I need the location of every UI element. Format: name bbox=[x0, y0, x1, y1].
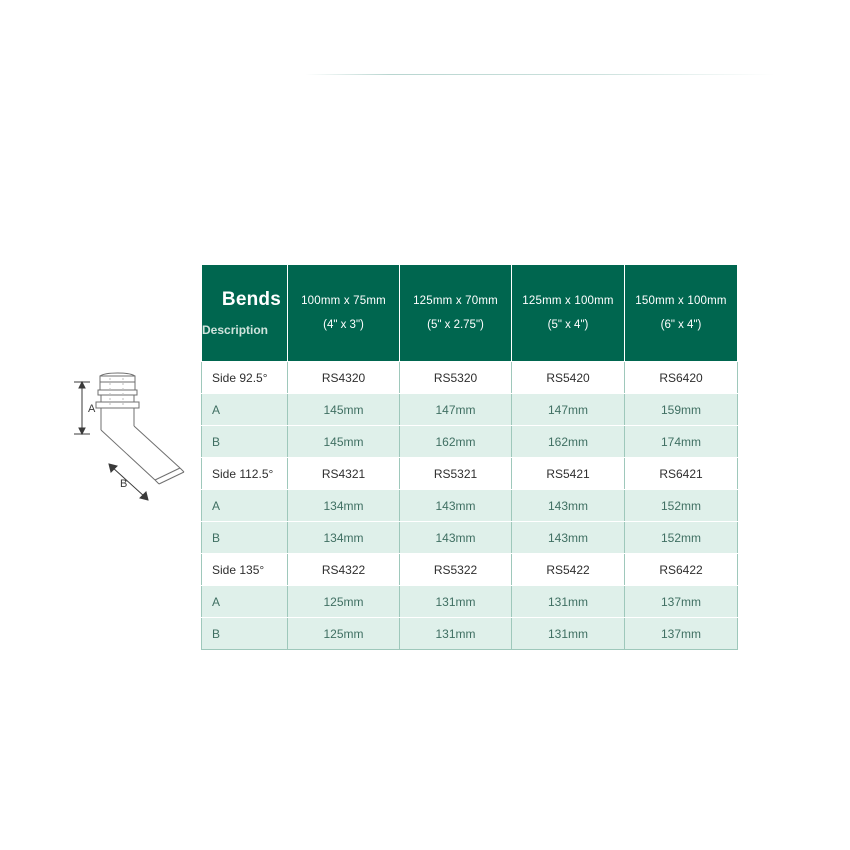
cell: RS5422 bbox=[512, 554, 625, 586]
cell: 145mm bbox=[288, 426, 400, 458]
table-subtitle: Description bbox=[202, 323, 269, 337]
cell: RS5322 bbox=[400, 554, 512, 586]
column-header-1-imperial: (4" x 3") bbox=[323, 319, 364, 331]
row-label: B bbox=[202, 522, 288, 554]
product-diagram bbox=[60, 368, 200, 513]
table-row bbox=[202, 586, 738, 618]
column-header-3-metric: 125mm x 100mm bbox=[522, 295, 614, 307]
cell: 152mm bbox=[625, 490, 738, 522]
cell: RS6421 bbox=[625, 458, 738, 490]
column-header-1 bbox=[288, 265, 400, 362]
bend-line-drawing bbox=[60, 368, 200, 513]
cell: 152mm bbox=[625, 522, 738, 554]
column-header-4-imperial: (6" x 4") bbox=[660, 319, 702, 331]
cell: 134mm bbox=[288, 522, 400, 554]
cell: 162mm bbox=[512, 426, 625, 458]
row-label: B bbox=[202, 426, 288, 458]
table-title-cell bbox=[202, 265, 288, 362]
table-row bbox=[202, 362, 738, 394]
table-row bbox=[202, 458, 738, 490]
cell: 131mm bbox=[512, 618, 625, 650]
cell: 125mm bbox=[288, 618, 400, 650]
cell: RS4320 bbox=[288, 362, 400, 394]
row-label: B bbox=[202, 618, 288, 650]
column-header-2-metric: 125mm x 70mm bbox=[413, 295, 498, 307]
table-row bbox=[202, 522, 738, 554]
cell: 159mm bbox=[625, 394, 738, 426]
diagram-label-b: B bbox=[120, 478, 128, 490]
column-header-4-metric: 150mm x 100mm bbox=[635, 295, 727, 307]
cell: 143mm bbox=[400, 490, 512, 522]
cell: 137mm bbox=[625, 618, 738, 650]
cell: RS5420 bbox=[512, 362, 625, 394]
row-label: Side 112.5° bbox=[202, 458, 288, 490]
cell: RS5320 bbox=[400, 362, 512, 394]
row-label: Side 135° bbox=[202, 554, 288, 586]
cell: 147mm bbox=[512, 394, 625, 426]
cell: RS5321 bbox=[400, 458, 512, 490]
bends-specification-table bbox=[201, 264, 738, 650]
row-label: A bbox=[202, 586, 288, 618]
cell: 134mm bbox=[288, 490, 400, 522]
cell: RS4321 bbox=[288, 458, 400, 490]
column-header-2-imperial: (5" x 2.75") bbox=[427, 319, 484, 331]
column-header-3 bbox=[512, 265, 625, 362]
cell: 131mm bbox=[400, 586, 512, 618]
cell: 131mm bbox=[400, 618, 512, 650]
row-label: Side 92.5° bbox=[202, 362, 288, 394]
cell: 143mm bbox=[400, 522, 512, 554]
table-row bbox=[202, 394, 738, 426]
column-header-2 bbox=[400, 265, 512, 362]
column-header-1-metric: 100mm x 75mm bbox=[301, 295, 386, 307]
table-row bbox=[202, 426, 738, 458]
cell: 137mm bbox=[625, 586, 738, 618]
cell: 174mm bbox=[625, 426, 738, 458]
cell: RS6422 bbox=[625, 554, 738, 586]
cell: 162mm bbox=[400, 426, 512, 458]
column-header-4 bbox=[625, 265, 738, 362]
column-header-3-imperial: (5" x 4") bbox=[547, 319, 589, 331]
decorative-rule bbox=[305, 74, 775, 75]
cell: 131mm bbox=[512, 586, 625, 618]
cell: 125mm bbox=[288, 586, 400, 618]
row-label: A bbox=[202, 394, 288, 426]
table-body bbox=[202, 362, 738, 650]
cell: 145mm bbox=[288, 394, 400, 426]
cell: 147mm bbox=[400, 394, 512, 426]
table-row bbox=[202, 490, 738, 522]
table-row bbox=[202, 554, 738, 586]
page-title: Bends bbox=[221, 289, 281, 310]
row-label: A bbox=[202, 490, 288, 522]
cell: RS4322 bbox=[288, 554, 400, 586]
table-header bbox=[202, 265, 738, 362]
cell: RS6420 bbox=[625, 362, 738, 394]
diagram-label-a: A bbox=[88, 403, 96, 415]
cell: RS5421 bbox=[512, 458, 625, 490]
table-row bbox=[202, 618, 738, 650]
cell: 143mm bbox=[512, 522, 625, 554]
cell: 143mm bbox=[512, 490, 625, 522]
